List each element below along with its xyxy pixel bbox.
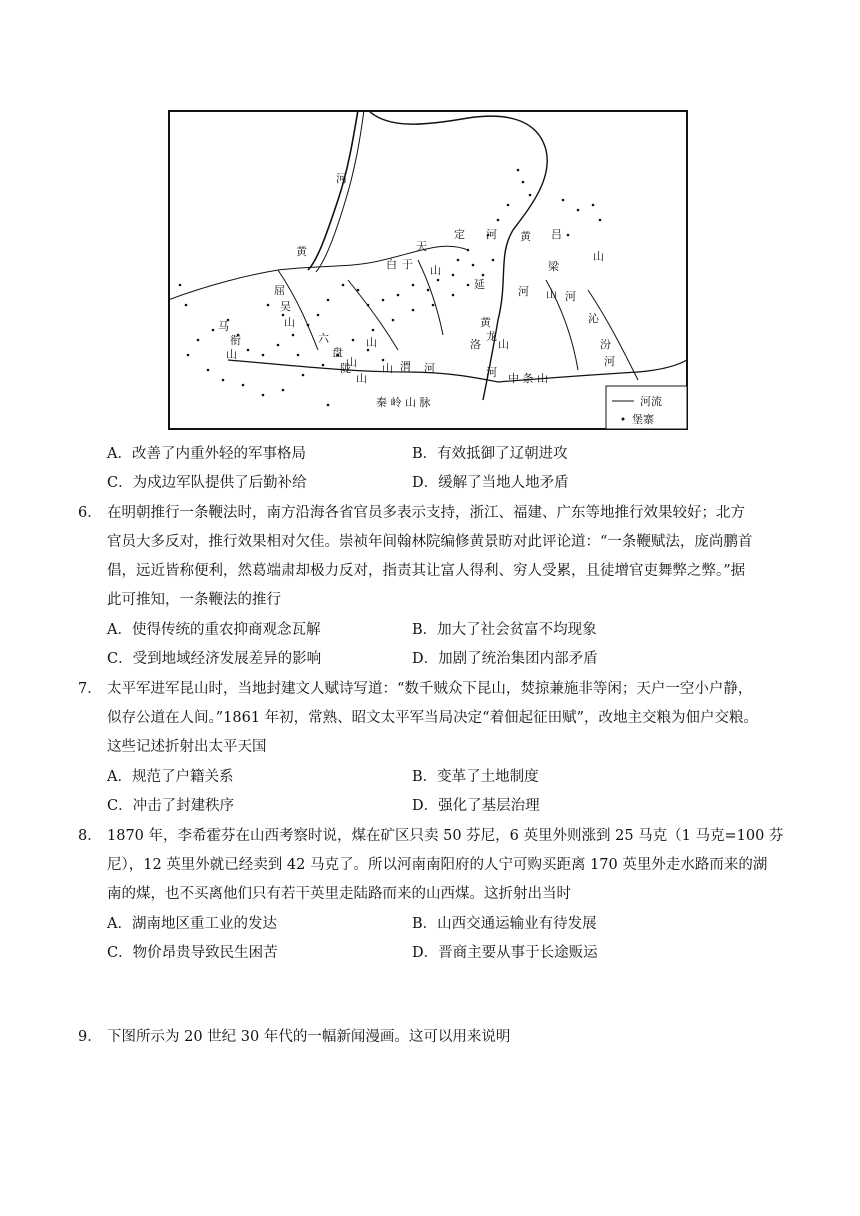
map-label-pan: 盘	[332, 346, 343, 359]
q7-stem-line: 似存公道在人间。”1861 年初，常熟、昭文太平军当局决定“着佃起征田赋”，改地主交粮为佃户交粮。	[107, 710, 758, 726]
map-label-he2: 河	[486, 228, 497, 241]
q8-option-c[interactable]: C．物价昂贵导致民生困苦	[107, 945, 278, 961]
legend-fort-label: 堡寨	[632, 413, 654, 426]
q6-stem-line: 在明朝推行一条鞭法时，南方沿海各省官员多表示支持，浙江、福建、广东等地推行效果较好；北方	[107, 505, 745, 521]
map-label-liu: 六	[318, 332, 329, 345]
map-label-he6: 河	[486, 366, 497, 379]
map-label-shan7: 山	[498, 338, 509, 351]
map-label-yu: 于	[402, 258, 413, 271]
map-label-shan9: 山	[356, 372, 367, 385]
q6-stem-line: 此可推知，一条鞭法的推行	[107, 592, 281, 608]
map-label-long: 龙	[486, 330, 497, 343]
q8-option-d[interactable]: D．晋商主要从事于长途贩运	[412, 945, 598, 961]
map-label-huang3: 黄	[480, 316, 491, 329]
map-label-he1: 河	[336, 172, 347, 185]
q8-stem-line: 尼），12 英里外就已经卖到 42 马克了。所以河南南阳府的人宁可购买距离 170 英里外走水路而来的湖	[107, 857, 768, 873]
map-label-shan4: 山	[593, 250, 604, 263]
map-label-he4: 河	[565, 290, 576, 303]
q6-number: 6．	[78, 505, 102, 521]
map-label-wei: 渭	[400, 360, 411, 373]
q5-option-a[interactable]: A．改善了内重外轻的军事格局	[107, 446, 306, 462]
q9-number: 9．	[78, 1029, 102, 1045]
map-label-tian: 天	[416, 240, 427, 253]
map-label-shan5: 山	[226, 348, 237, 361]
map-label-he7: 河	[424, 362, 435, 375]
q7-option-d[interactable]: D．强化了基层治理	[412, 798, 540, 814]
q6-option-b[interactable]: B．加大了社会贫富不均现象	[412, 622, 597, 638]
q8-stem-line: 1870 年，李希霍芬在山西考察时说，煤在矿区只卖 50 芬尼，6 英里外则涨到 25 马克（1 马克=100 芬	[107, 828, 784, 844]
map-label-shan3: 山	[546, 288, 557, 301]
map-label-shan1: 山	[430, 264, 441, 277]
map-label-he3: 河	[518, 285, 529, 298]
map-label-long2: 陇	[340, 362, 351, 375]
map-label-shan8: 山	[366, 336, 377, 349]
map-label-shan6: 山	[346, 356, 357, 369]
q8-option-b[interactable]: B．山西交通运输业有待发展	[412, 916, 597, 932]
map-label-huang2: 黄	[520, 230, 531, 243]
q6-stem-line: 倡，远近皆称便利，然葛端肃却极力反对，指责其让富人得利、穷人受累，且徒增官吏舞弊之弊。”据	[107, 563, 746, 579]
q7-option-a[interactable]: A．规范了户籍关系	[107, 769, 234, 785]
map-label-shan2: 山	[284, 316, 295, 329]
map-label-he5: 河	[604, 355, 615, 368]
q7-stem-line: 太平军进军昆山时，当地封建文人赋诗写道：“数千贼众下昆山，焚掠兼施非等闲；天户一空小户静，	[107, 681, 753, 697]
q8-stem-line: 南的煤，也不买离他们只有若干英里走陆路而来的山西煤。这折射出当时	[107, 886, 571, 902]
map-label-qu: 屈	[274, 284, 285, 297]
map-figure	[168, 110, 688, 430]
q9-stem: 下图所示为 20 世纪 30 年代的一幅新闻漫画。这可以用来说明	[107, 1029, 511, 1045]
map-label-qinling: 秦 岭 山 脉	[376, 396, 431, 409]
q7-number: 7．	[78, 681, 102, 697]
q6-option-a[interactable]: A．使得传统的重农抑商观念瓦解	[107, 622, 321, 638]
q5-option-c[interactable]: C．为戍边军队提供了后勤补给	[107, 475, 307, 491]
q6-option-c[interactable]: C．受到地域经济发展差异的影响	[107, 651, 322, 667]
map-label-zhongtiao: 中 条 山	[508, 372, 548, 385]
map-label-yan: 延	[474, 278, 485, 291]
map-label-liang: 梁	[548, 260, 559, 273]
map-label-fen: 汾	[600, 338, 611, 351]
q7-stem-line: 这些记述折射出太平天国	[107, 739, 267, 755]
map-label-bai: 白	[386, 258, 397, 271]
map-label-ding: 定	[454, 228, 465, 241]
map-label-qin: 沁	[588, 312, 599, 325]
map-label-ma: 马	[218, 320, 229, 333]
q7-option-c[interactable]: C．冲击了封建秩序	[107, 798, 235, 814]
map-label-xian: 衔	[230, 334, 241, 347]
map-label-huang1: 黄	[296, 245, 307, 258]
map-label-lv: 吕	[551, 228, 562, 241]
q8-option-a[interactable]: A．湖南地区重工业的发达	[107, 916, 277, 932]
q5-option-b[interactable]: B．有效抵御了辽朝进攻	[412, 446, 568, 462]
map-label-luo: 洛	[470, 338, 481, 351]
map-label-wu: 吴	[280, 300, 291, 313]
q8-number: 8．	[78, 828, 102, 844]
legend-river-label: 河流	[640, 395, 662, 408]
q6-stem-line: 官员大多反对，推行效果相对欠佳。崇祯年间翰林院编修黄景昉对此评论道：“一条鞭赋法，庞尚鹏首	[107, 534, 753, 550]
q5-option-d[interactable]: D．缓解了当地人地矛盾	[412, 475, 569, 491]
q7-option-b[interactable]: B．变革了土地制度	[412, 769, 539, 785]
q6-option-d[interactable]: D．加剧了统治集团内部矛盾	[412, 651, 598, 667]
map-label-shan10: 山	[382, 362, 393, 375]
